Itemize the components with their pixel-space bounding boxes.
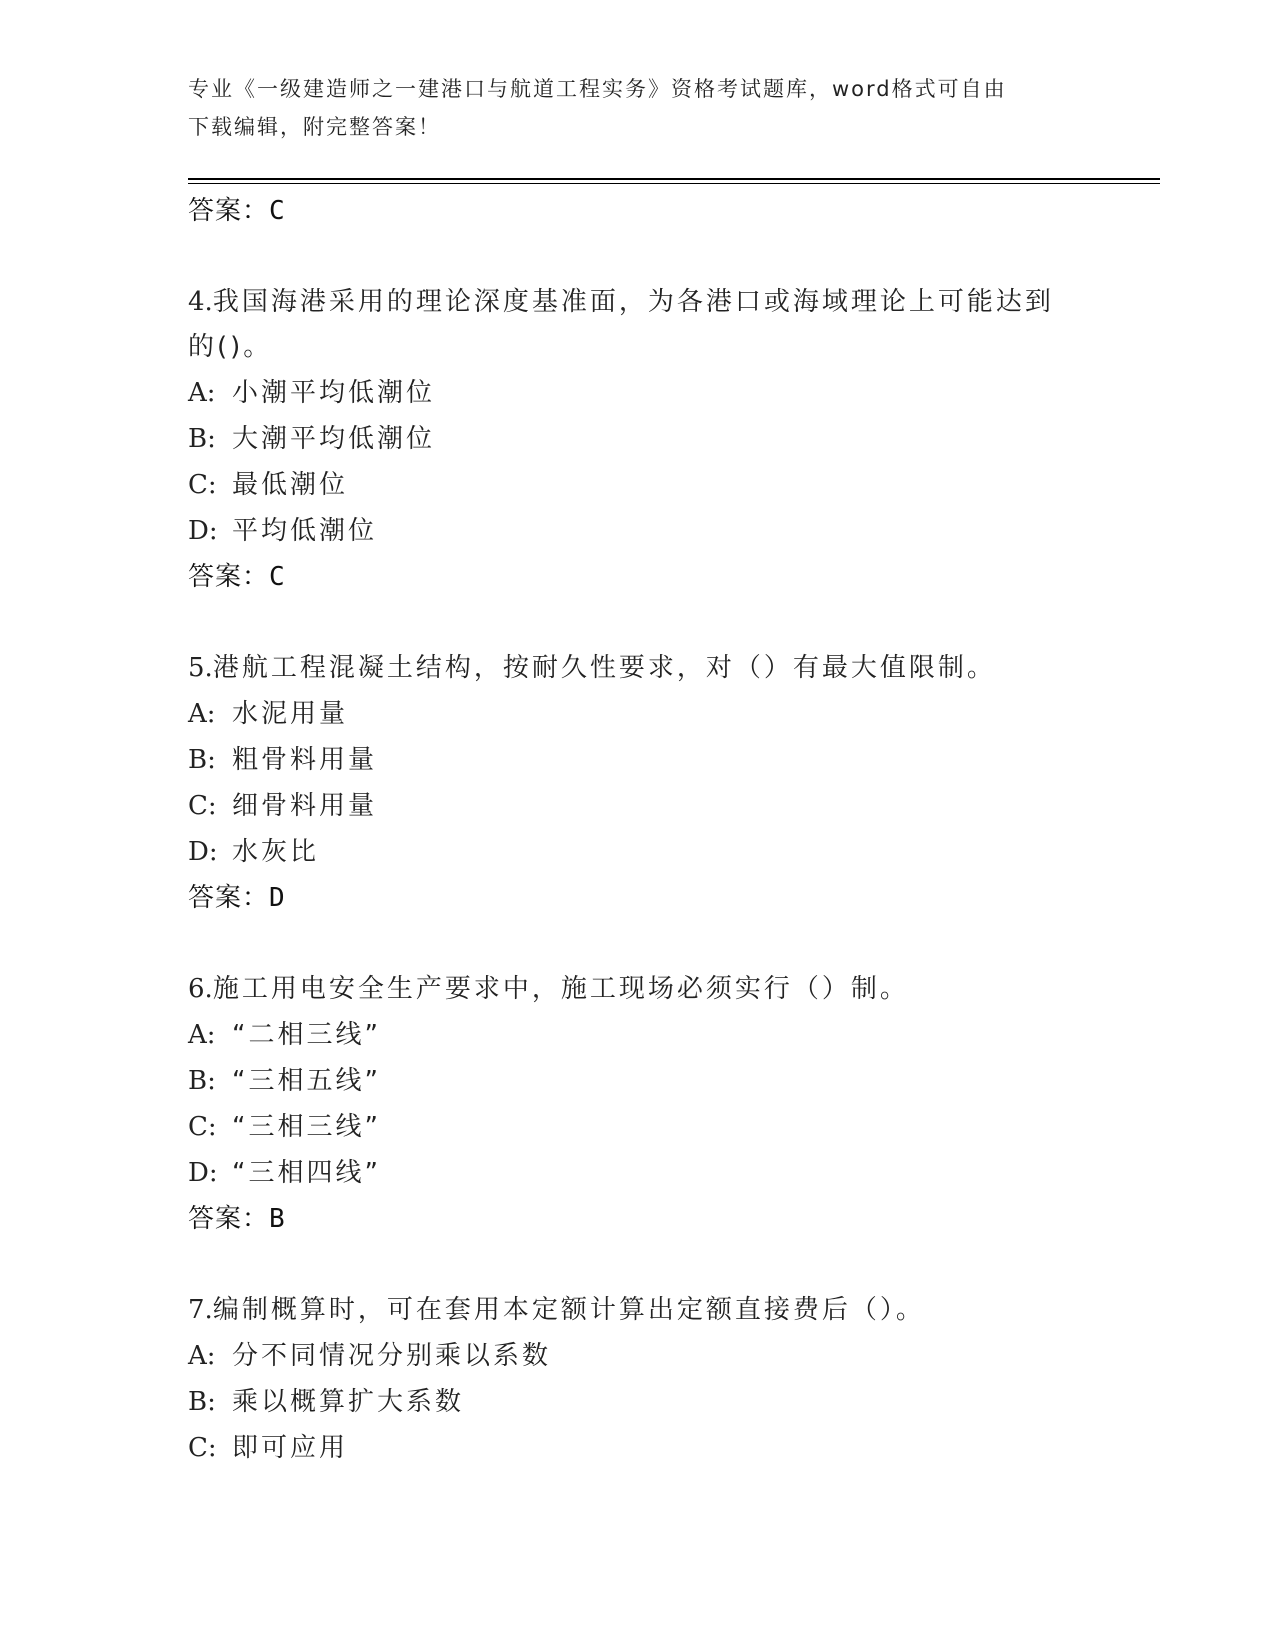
option-text: “三相五线”	[232, 1066, 381, 1096]
option-d	[188, 829, 1128, 875]
question-list	[188, 188, 1128, 1471]
question-text: 港航工程混凝土结构，按耐久性要求，对（）有最大值限制。	[212, 653, 996, 683]
answer-value: C	[269, 562, 286, 592]
option-text: 大潮平均低潮位	[232, 424, 436, 454]
option-text: 最低潮位	[232, 470, 349, 500]
option-key: B:	[188, 1387, 216, 1417]
answer-label: 答案：	[188, 196, 270, 226]
spacer	[188, 921, 1128, 967]
option-key: B:	[188, 424, 216, 454]
question-text-line	[188, 280, 1128, 325]
option-key: C:	[188, 791, 217, 821]
question-text: 编制概算时，可在套用本定额计算出定额直接费后（）。	[212, 1295, 925, 1325]
option-c	[188, 1425, 1128, 1471]
answer-line	[188, 188, 1128, 234]
option-c	[188, 1104, 1128, 1150]
option-a	[188, 1012, 1128, 1058]
header-line-2: 下载编辑，附完整答案！	[188, 115, 441, 139]
answer-line	[188, 554, 1128, 600]
question-6	[188, 967, 1128, 1012]
question-7	[188, 1288, 1128, 1333]
option-key: A:	[188, 378, 216, 408]
option-text: “三相四线”	[232, 1158, 381, 1188]
option-key: A:	[188, 1341, 216, 1371]
option-text: 分不同情况分别乘以系数	[232, 1341, 552, 1371]
answer-label: 答案：	[188, 883, 270, 913]
option-key: C:	[188, 1112, 217, 1142]
option-key: B:	[188, 1066, 216, 1096]
option-d	[188, 1150, 1128, 1196]
option-a	[188, 691, 1128, 737]
answer-value: B	[269, 1204, 286, 1234]
option-text: 小潮平均低潮位	[232, 378, 436, 408]
answer-label: 答案：	[188, 562, 270, 592]
question-number: 4.	[188, 287, 213, 317]
option-b	[188, 737, 1128, 783]
question-text-line	[188, 967, 1128, 1012]
option-text: “三相三线”	[232, 1112, 381, 1142]
option-d	[188, 508, 1128, 554]
option-key: C:	[188, 1433, 217, 1463]
question-number: 5.	[188, 653, 213, 683]
answer-line	[188, 875, 1128, 921]
option-text: 水灰比	[232, 837, 320, 867]
option-b	[188, 416, 1128, 462]
answer-label: 答案：	[188, 1204, 270, 1234]
option-key: D:	[188, 837, 218, 867]
option-text: “二相三线”	[232, 1020, 381, 1050]
question-number: 6.	[188, 974, 213, 1004]
question-text: 我国海港采用的理论深度基准面，为各港口或海域理论上可能达到	[212, 287, 1054, 317]
option-text: 即可应用	[232, 1433, 349, 1463]
document-header	[188, 70, 1088, 146]
answer-line	[188, 1196, 1128, 1242]
question-text-line: 的()。	[188, 332, 273, 362]
question-text-line	[188, 1288, 1128, 1333]
header-line-1: 专业《一级建造师之一建港口与航道工程实务》资格考试题库，word格式可自由	[188, 77, 1007, 101]
answer-value: D	[269, 883, 286, 913]
option-text: 粗骨料用量	[232, 745, 378, 775]
option-b	[188, 1058, 1128, 1104]
spacer	[188, 234, 1128, 280]
option-key: B:	[188, 745, 216, 775]
question-number: 7.	[188, 1295, 213, 1325]
question-4	[188, 280, 1128, 370]
question-text: 施工用电安全生产要求中，施工现场必须实行（）制。	[212, 974, 909, 1004]
option-c	[188, 462, 1128, 508]
option-key: A:	[188, 1020, 216, 1050]
answer-value: C	[269, 196, 286, 226]
option-key: A:	[188, 699, 216, 729]
option-a	[188, 1333, 1128, 1379]
option-text: 平均低潮位	[232, 516, 378, 546]
option-text: 水泥用量	[232, 699, 349, 729]
spacer	[188, 600, 1128, 646]
option-text: 细骨料用量	[232, 791, 378, 821]
option-text: 乘以概算扩大系数	[232, 1387, 465, 1417]
question-text-line	[188, 646, 1128, 691]
option-key: C:	[188, 470, 217, 500]
option-key: D:	[188, 1158, 218, 1188]
option-key: D:	[188, 516, 218, 546]
header-rule-thin	[188, 183, 1160, 184]
spacer	[188, 1242, 1128, 1288]
option-c	[188, 783, 1128, 829]
option-a	[188, 370, 1128, 416]
option-b	[188, 1379, 1128, 1425]
question-5	[188, 646, 1128, 691]
header-rule-thick	[188, 178, 1160, 180]
